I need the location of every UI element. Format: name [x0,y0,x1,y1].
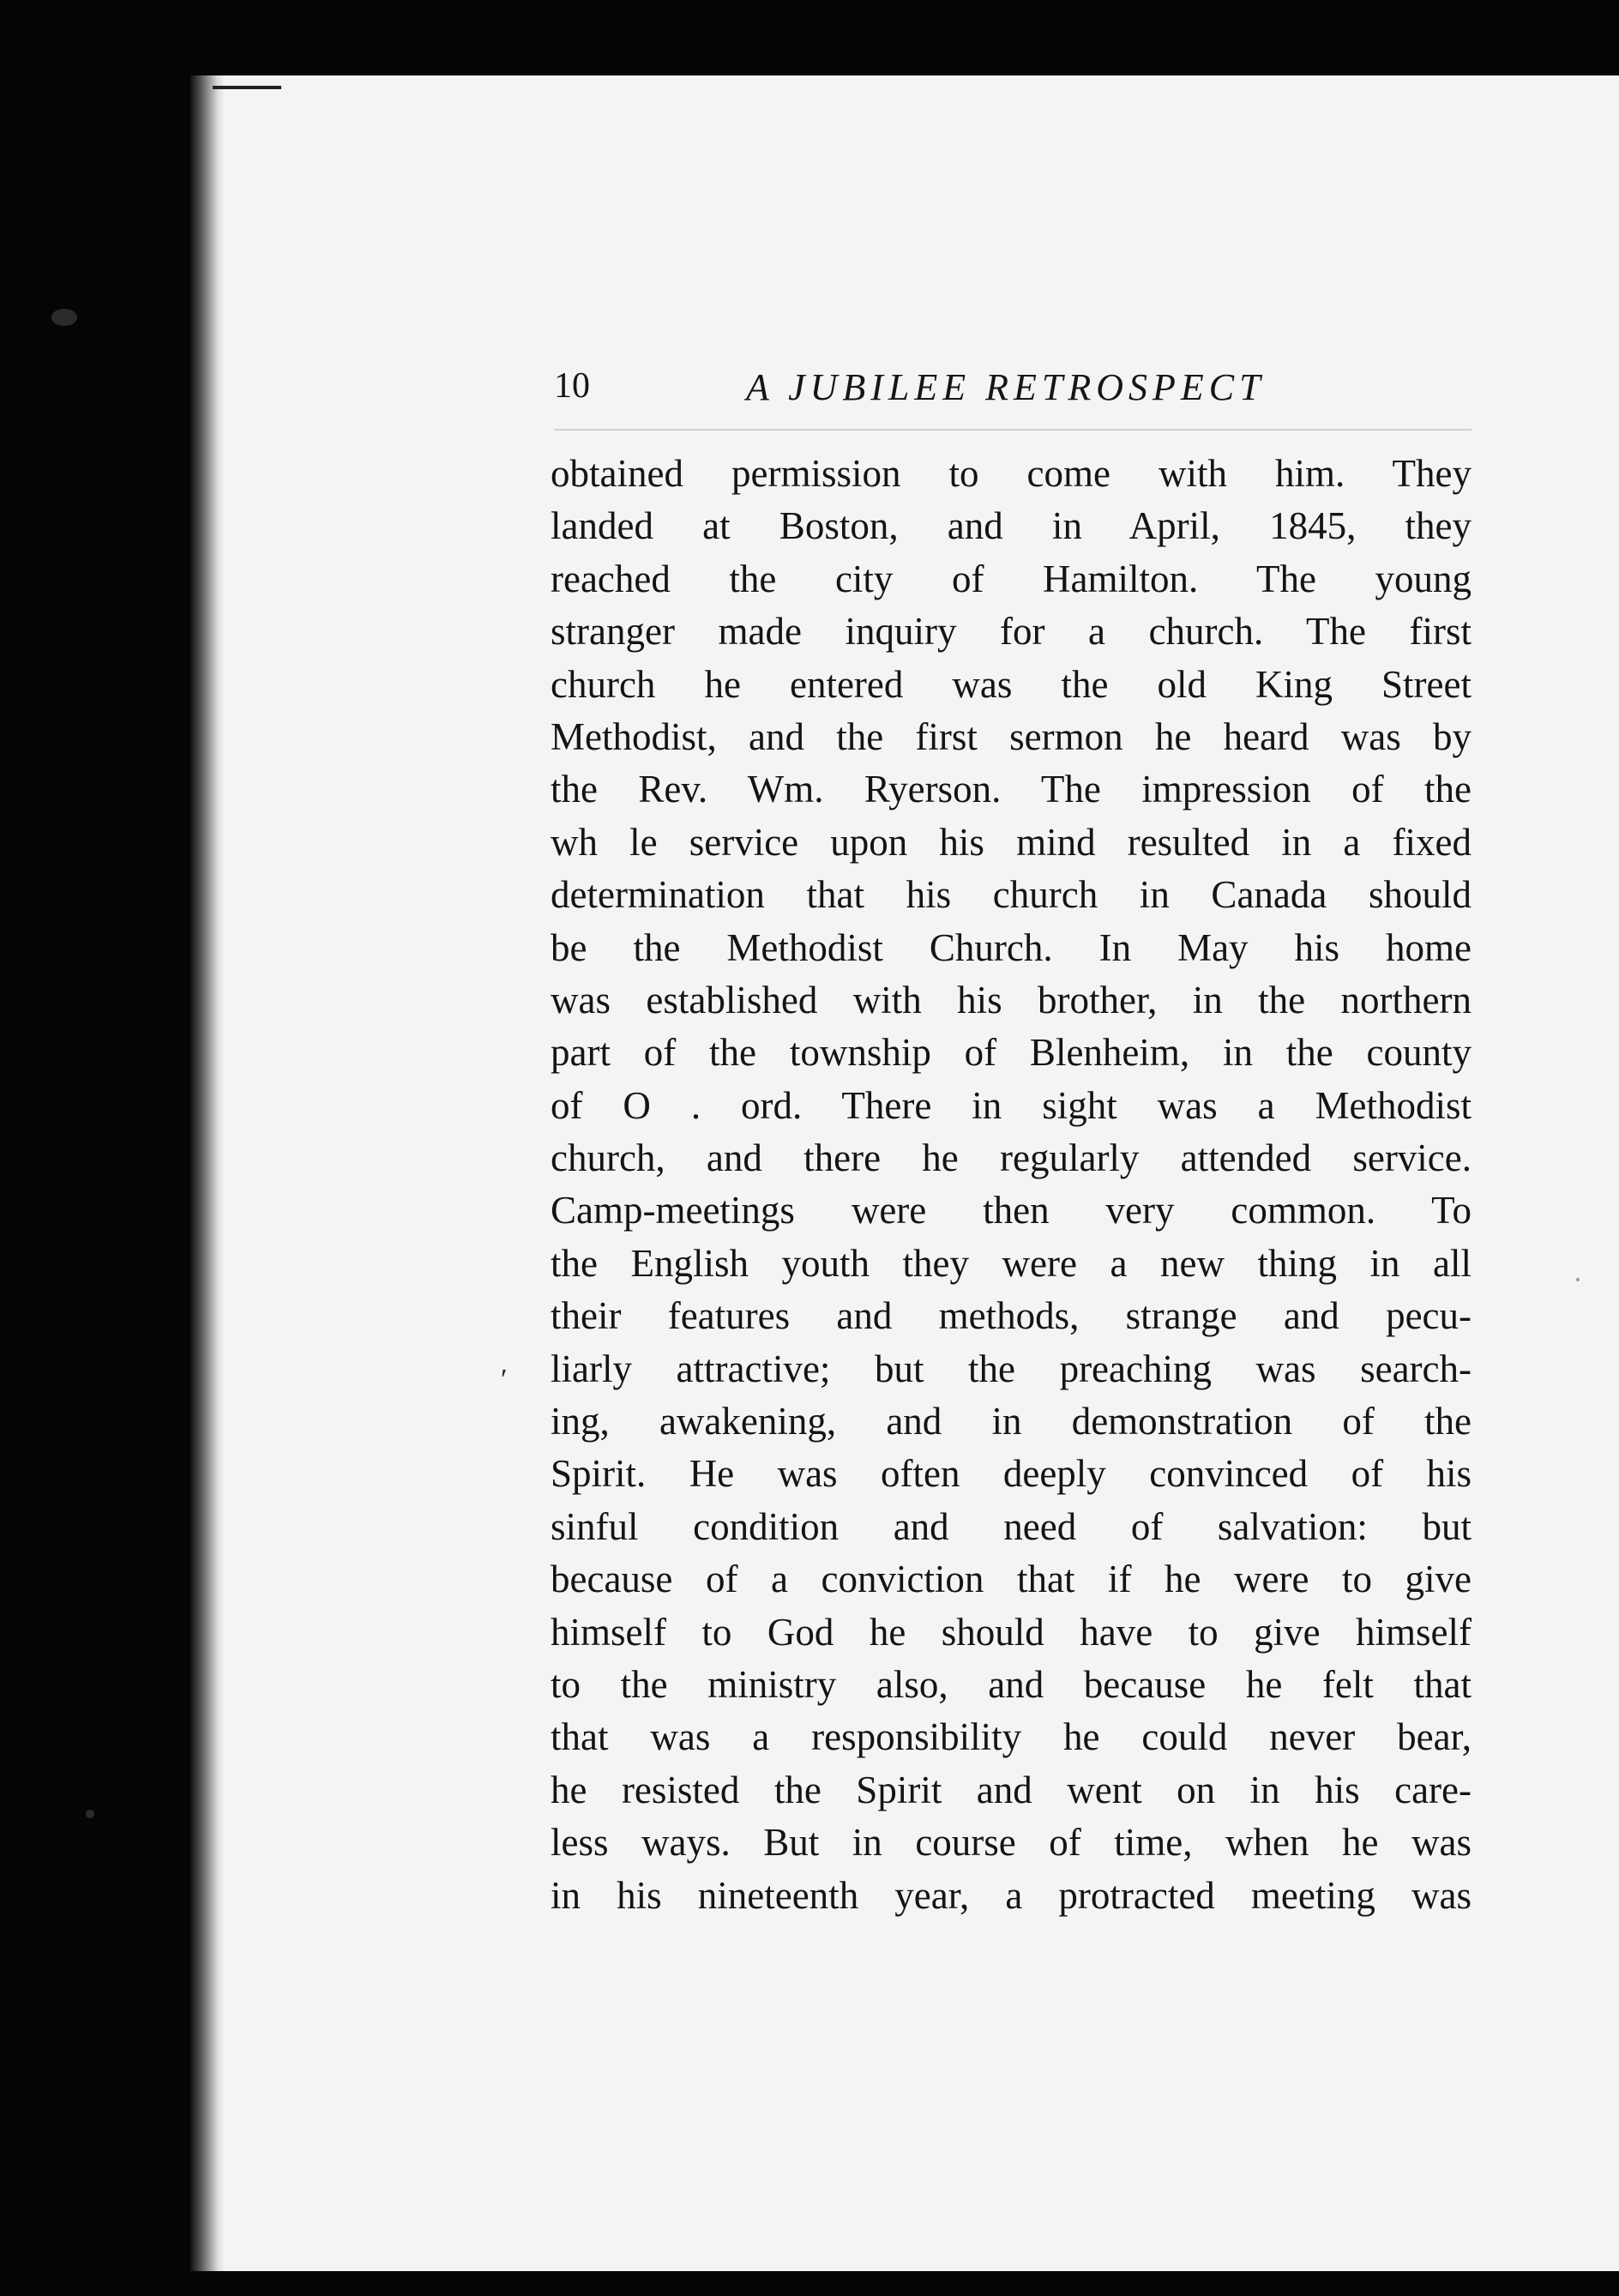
text-line: obtained permission to come with him. They [551,452,1472,495]
running-title: A JUBILEE RETROSPECT [746,366,1266,408]
text-line: sinful condition and need of salvation: but [551,1504,1472,1548]
text-line: he resisted the Spirit and went on in his care- [551,1768,1472,1811]
text-line: Spirit. He was often deeply convinced of his [551,1452,1472,1496]
text-line: ing, awakening, and in demonstration of the [551,1400,1472,1443]
text-line: himself to God he should have to give himself [551,1610,1472,1654]
text-line: determination that his church in Canada should [551,873,1472,917]
text-line: church he entered was the old King Street [551,662,1472,706]
binding-shadow [190,75,225,2271]
text-line: in his nineteenth year, a protracted meeting was [551,1873,1472,1917]
text-line: church, and there he regularly attended service. [551,1136,1472,1180]
text-line: less ways. But in course of time, when he was [551,1821,1472,1865]
page-header [554,365,1463,417]
page-edge-mark [213,86,281,89]
text-line: be the Methodist Church. In May his home [551,925,1472,969]
text-line: their features and methods, strange and pecu- [551,1294,1472,1338]
page-number: 10 [554,366,590,406]
text-line: part of the township of Blenheim, in the county [551,1031,1472,1075]
text-line: was established with his brother, in the northern [551,978,1472,1021]
scan-speck [1576,1278,1580,1281]
body-text [551,448,1472,1922]
header-rule [554,429,1472,431]
text-line: Camp-meetings were then very common. To [551,1189,1472,1232]
scan-speck [51,309,77,326]
text-line: because of a conviction that if he were to give [551,1558,1472,1601]
text-line: of O . ord. There in sight was a Methodist [551,1083,1472,1127]
text-line: that was a responsibility he could never bear, [551,1715,1472,1759]
text-line: liarly attractive; but the preaching was search- [551,1347,1472,1390]
text-line: stranger made inquiry for a church. The first [551,610,1472,654]
scan-speck [86,1810,94,1818]
text-line: the Rev. Wm. Ryerson. The impression of the [551,768,1472,811]
text-line: Methodist, and the first sermon he heard was by [551,714,1472,758]
text-line: wh le service upon his mind resulted in a fixed [551,820,1472,864]
text-line: reached the city of Hamilton. The young [551,557,1472,600]
text-line: to the ministry also, and because he felt that [551,1662,1472,1706]
margin-mark: ′ [501,1364,508,1395]
text-line: the English youth they were a new thing in all [551,1241,1472,1285]
text-line: landed at Boston, and in April, 1845, they [551,504,1472,548]
